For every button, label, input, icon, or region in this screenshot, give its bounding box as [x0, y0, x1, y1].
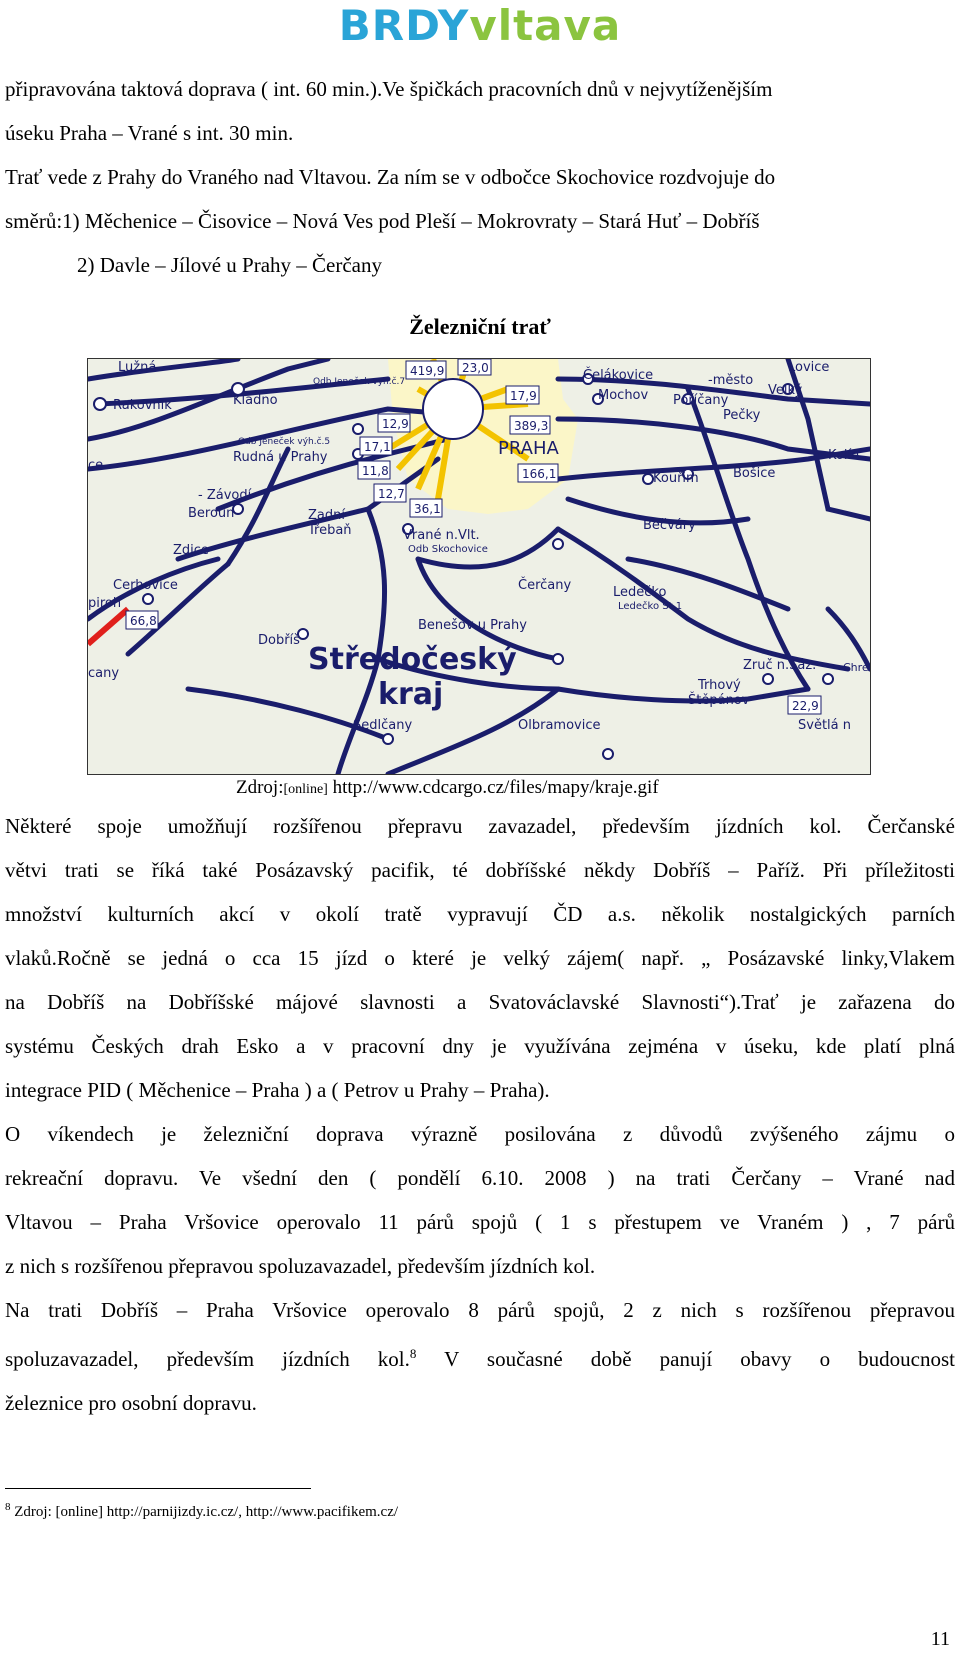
body-text-segment: spoluzavazadel, především jízdních kol. — [5, 1347, 410, 1371]
label-beroun: Beroun- — [188, 506, 240, 521]
label-zdice: Zdice — [173, 543, 209, 558]
label-cany: cany — [88, 666, 120, 681]
body-line — [5, 1332, 955, 1381]
label-kladno: Kladno — [233, 393, 278, 408]
label-praha: PRAHA — [498, 438, 559, 459]
label-kolin: Kolín — [828, 448, 860, 463]
label-trhovy: Trhový — [698, 678, 741, 693]
label-pecky: Pečky — [723, 408, 761, 423]
distance-value: 12,7 — [378, 487, 405, 501]
label-bosice: Bošice — [733, 466, 776, 481]
body-line: systému Českých drah Esko a v pracovní dny je využívána zejména v úseku, kde platí plná — [5, 1034, 955, 1058]
label-ce: ce — [88, 458, 104, 473]
distance-value: 36,1 — [414, 502, 441, 516]
label-poricany: Poříčany — [673, 393, 729, 408]
label-zruc: Zruč n.Sáz. — [743, 658, 817, 673]
logo-part-vltava: vltava — [469, 1, 622, 50]
body-line: železnice pro osobní dopravu. — [5, 1391, 257, 1415]
footnote-reference: 8 — [409, 1346, 417, 1361]
body-line: na Dobříš na Dobříšské májové slavnosti a Svatováclavské Slavnosti“).Trať je zařazena do — [5, 990, 955, 1014]
label-ledecko: Ledečko — [613, 585, 667, 600]
brdy-vltava-logo — [0, 2, 960, 50]
label-velky: Velký — [768, 383, 803, 398]
label-cerhovice: Cerhovice — [113, 578, 178, 593]
label-svetla: Světlá n — [798, 718, 851, 733]
body-line: Některé spoje umožňují rozšířenou přepravu zavazadel, především jízdních kol. Čerčanské — [5, 814, 955, 838]
label-vrane: Vrané n.Vlt. — [403, 528, 480, 543]
label-sedlcany: Sedlčany — [353, 718, 413, 733]
body-line: Na trati Dobříš – Praha Vršovice operovalo 8 párů spojů, 2 z nich s rozšířenou přepravou — [5, 1298, 955, 1322]
distance-value: 419,9 — [410, 364, 445, 378]
label-becvary: Bečváry — [643, 518, 696, 533]
body-line: integrace PID ( Měchenice – Praha ) a ( Petrov u Prahy – Praha). — [5, 1078, 550, 1102]
distance-value: 22,9 — [792, 699, 819, 713]
body-line: rekreační dopravu. Ve všední den ( pondělí 6.10. 2008 ) na trati Čerčany – Vrané nad — [5, 1166, 955, 1190]
distance-value: 11,8 — [362, 464, 389, 478]
caption-online: [online] — [283, 782, 328, 797]
label-luzna: Lužná — [118, 360, 157, 375]
body-line: O víkendech je železniční doprava výrazně posilována z důvodů zvýšeného zájmu o — [5, 1122, 955, 1146]
label-piroh: piroh — [88, 596, 122, 611]
footnote-text: Zdroj: [online] http://parnijizdy.ic.cz/, http://www.pacifikem.cz/ — [10, 1504, 399, 1520]
body-line: větvi trati se říká také Posázavský pacifik, té dobříšské někdy Dobříš – Paříž. Při příležitosti — [5, 858, 955, 882]
intro-line: Trať vede z Prahy do Vraného nad Vltavou. Za ním se v odbočce Skochovice rozdvojuje do — [5, 165, 776, 189]
logo-part-brdy: BRDY — [338, 1, 470, 50]
label-kraj2: kraj — [378, 677, 444, 712]
prague-hub — [423, 379, 483, 439]
label-celakovice: Čelákovice — [583, 368, 654, 383]
body-line: Vltavou – Praha Vršovice operovalo 11 párů spojů ( 1 s přestupem ve Vraném ) , 7 párů — [5, 1210, 955, 1234]
label-kourim: Kouřim — [653, 471, 699, 486]
label-rakovnik: Rakovník — [113, 398, 172, 413]
distance-value: 389,3 — [514, 419, 549, 433]
label-rudna: Rudná u Prahy — [233, 450, 328, 465]
caption-url: http://www.cdcargo.cz/files/mapy/kraje.gif — [332, 777, 659, 798]
railway-map-drawing — [88, 359, 870, 774]
label-jenecek5: Odb Jeneček výh.č.5 — [238, 437, 331, 447]
intro-line: směrů:1) Měchenice – Čisovice – Nová Ves pod Pleší – Mokrovraty – Stará Huť – Dobříš — [5, 209, 760, 233]
label-zavodi: - Závodí — [198, 488, 252, 503]
section-heading: Železniční trať — [409, 314, 551, 339]
footnote-rule — [5, 1488, 311, 1489]
label-benesov: Benešov u Prahy — [418, 618, 527, 633]
intro-paragraph — [5, 67, 955, 287]
label-mochov: Mochov — [598, 388, 649, 403]
label-lovice: Lovice — [788, 360, 830, 375]
label-trebań: Třebaň — [308, 523, 352, 538]
intro-line: úseku Praha – Vrané s int. 30 min. — [5, 121, 294, 145]
distance-value: 23,0 — [462, 361, 489, 375]
body-paragraph — [5, 804, 955, 1425]
railway-map — [87, 358, 871, 775]
label-olbramovice: Olbramovice — [518, 718, 601, 733]
distance-value: 17,1 — [364, 440, 391, 454]
distance-value: 17,9 — [510, 389, 537, 403]
prague-area — [388, 359, 578, 514]
label-jenecek: Odb Jeneček vyh.č.7 — [313, 377, 406, 387]
body-line: množství kulturních akcí v okolí tratě vypravují ČD a.s. několik nostalgických parních — [5, 902, 955, 926]
label-mesto: -město — [708, 373, 754, 388]
distance-value: 166,1 — [522, 467, 557, 481]
footnote — [5, 1501, 398, 1521]
body-line: vlaků.Ročně se jedná o cca 15 jízd o které je velký zájem( např. „ Posázavské linky,Vlakem — [5, 946, 955, 970]
caption-prefix: Zdroj: — [236, 777, 284, 798]
distance-value: 12,9 — [382, 417, 409, 431]
body-text-segment: V současné době panují obavy o budoucnost — [416, 1347, 955, 1371]
footnote-number: 8 — [5, 1501, 11, 1513]
label-chre: Chre — [843, 661, 869, 674]
intro-line: připravována taktová doprava ( int. 60 min.).Ve špičkách pracovních dnů v nejvytíženějším — [5, 77, 773, 101]
label-zadni: Zadní — [308, 508, 345, 523]
label-skochovice: Odb Skochovice — [408, 544, 488, 555]
intro-line: 2) Davle – Jílové u Prahy – Čerčany — [77, 253, 383, 277]
label-cercany: Čerčany — [518, 578, 572, 593]
body-line: z nich s rozšířenou přepravou spoluzavazadel, především jízdních kol. — [5, 1254, 596, 1278]
label-kraj1: Středočeský — [308, 642, 517, 677]
page-number: 11 — [930, 1628, 950, 1650]
map-caption — [236, 777, 659, 799]
label-stepanov: Štěpánov — [688, 693, 750, 708]
distance-value: 66,8 — [130, 614, 157, 628]
label-ledecko-st: Ledečko St.1 — [618, 601, 683, 612]
label-dobris: Dobříš — [258, 633, 300, 648]
